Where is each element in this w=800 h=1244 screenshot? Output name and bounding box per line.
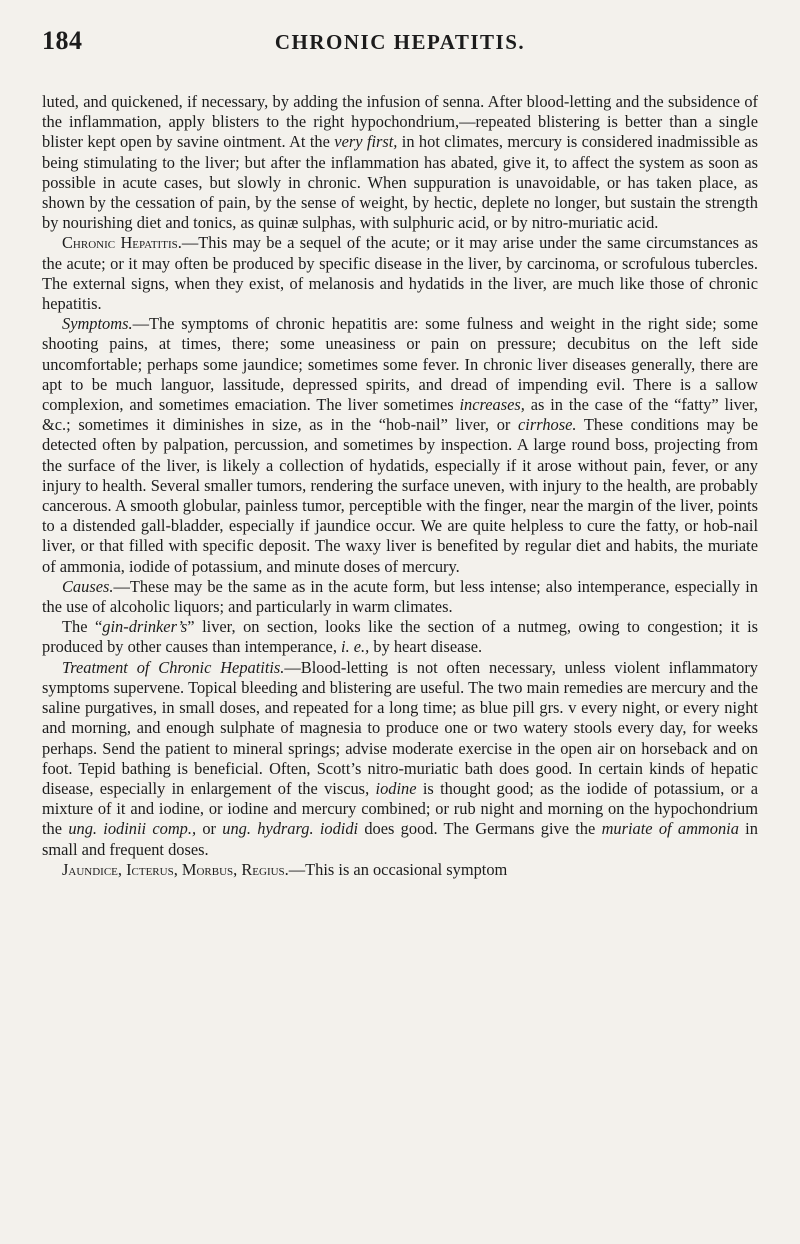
emphasis: ung. iodinii comp., [68,819,197,839]
emphasis: ung. hydrarg. iodidi [222,819,359,839]
text-run: luted, and quickened, if necessary, by adding the infusion of senna. After blood-letting and the subsidence of the inflammation, apply blisters to the right hypochondrium,—repeated blistering is better than a single blister kept open by savine ointment. At the [42,92,758,152]
running-title: CHRONIC HEPATITIS. [274,30,526,54]
paragraph-symptoms [42,314,758,577]
text-run: does good. The Germans give the [364,819,596,839]
emphasis: gin-drinker’s [102,617,188,637]
text-run: is thought good; as the iodide of potassium, or a mixture of it and iodine, or iodine and mercury combined; or rub night and morning on the hypochondrium the [42,778,758,839]
text-run: as in the case of the “fatty” liver, &c.; sometimes it diminishes in size, as in the “hob-nail” liver, or [42,395,758,435]
section-heading: Causes. [62,576,114,596]
page-number: 184 [42,26,83,55]
emphasis: i. e., [341,637,370,657]
text-run: —This may be a sequel of the acute; or it may arise under the same circumstances as the acute; or it may often be produced by specific disease in the liver, by carcinoma, or scrofulous tubercles. The external signs, when they exist, of melanosis and hydatids in the liver, are much like those of chronic hepatitis. [42,233,758,314]
section-heading: Chronic Hepatitis. [62,233,182,253]
text-run: in hot climates, mercury is considered inadmissible as being stimulating to the liver; but after the inflammation has abated, give it, to affect the system as soon as possible in acute cases, but slowly in chronic. When suppuration is unavoidable, or has taken place, as shown by the cessation of pain, by the sense of weight, by hectic, deplete no longer, but sustain the strength by nourishing diet and tonics, as quinæ sulphas, with sulphuric acid, or by nitro-muriatic acid. [42,132,758,233]
text-run: —The symptoms of chronic hepatitis are: some fulness and weight in the right side; some shooting pains, at times, there; some uneasiness or pain on pressure; decubitus on the left side uncomfortable; perhaps some jaundice; sometimes some fever. In chronic liver diseases generally, there are apt to be much languor, lassitude, depressed spirits, and dread of impending evil. There is a sallow complexion, and sometimes emaciation. The liver sometimes [42,314,758,415]
section-heading: Symptoms. [62,314,133,334]
paragraph-blistering [42,92,758,233]
paragraph-treatment [42,658,758,860]
text-run: The “ [62,617,103,637]
emphasis: iodine [375,778,417,798]
text-run: or [202,819,216,839]
text-run: ” liver, on section, looks like the section of a nutmeg, owing to congestion; it is produced by other causes than intemperance, [42,617,759,657]
paragraph-gin-drinkers-liver [42,617,758,657]
text-run: These conditions may be detected often by palpation, percussion, and sometimes by inspection. A large round boss, projecting from the surface of the liver, is likely a collection of hydatids, especially if it arose without pain, fever, or any injury to health. Several smaller tumors, rendering the surface uneven, with injury to the health, are probably cancerous. A smooth globular, painless tumor, perceptible with the finger, near the margin of the liver, points to a distended gall-bladder, especially if jaundice occur. We are quite helpless to cure the fatty, or hob-nail liver, or that filled with specific deposit. The waxy liver is benefited by regular diet and habits, the muriate of ammonia, iodide of potassium, and minute doses of mercury. [42,415,758,576]
paragraph-jaundice [42,860,758,880]
paragraph-causes [42,577,758,617]
paragraph-chronic-hepatitis [42,233,758,314]
text-run: —Blood-letting is not often necessary, unless violent inflammatory symptoms supervene. Topical bleeding and blistering are useful. The two main remedies are mercury and the saline purgatives, in small doses, and repeated for a long time; as blue pill grs. v every night, or every night and morning, and enough sulphate of magnesia to produce one or two watery stools every day, for weeks perhaps. Send the patient to mineral springs; advise moderate exercise in the open air on horseback and on foot. Tepid bathing is beneficial. Often, Scott’s nitro-muriatic bath does good. In certain kinds of hepatic disease, especially in enlargement of the viscus, [42,657,758,798]
emphasis: cirrhose. [518,415,577,435]
page-body [42,92,758,880]
text-run: —This is an occasional symptom [288,859,508,879]
section-heading: Treatment of Chronic Hepatitis. [62,657,285,677]
page-header [42,26,758,62]
emphasis: very first, [334,132,398,152]
emphasis: increases, [459,395,525,415]
text-run: in small and frequent doses. [42,819,758,859]
text-run: —These may be the same as in the acute form, but less intense; also intemperance, especially in the use of alcoholic liquors; and particularly in warm climates. [42,576,758,617]
text-run: by heart disease. [373,637,483,657]
section-heading: Jaundice, Icterus, Morbus, Regius. [62,859,289,879]
emphasis: muriate of ammonia [601,819,739,839]
